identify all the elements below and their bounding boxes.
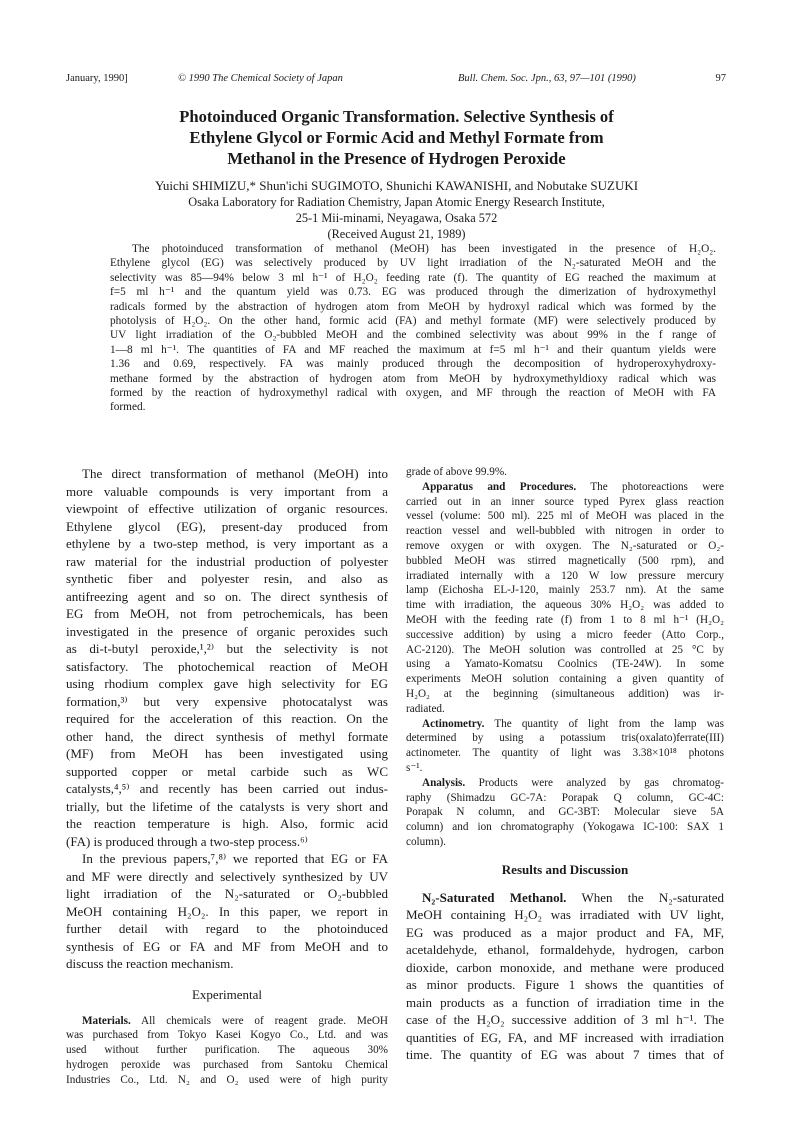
body-line: remove oxygen or with oxygen. The N₂-saturated or O₂- [406,539,724,552]
body-line: bubbled MeOH was stirred magnetically (500 rpm), and [406,554,724,567]
body-text: The quantity of light from the lamp was [494,717,724,730]
body-line: s⁻¹. [406,761,423,774]
materials-paragraph [66,1014,388,1088]
body-line: viewpoint of effective utilization of organic resources. [66,501,388,516]
abstract-line: selectivity was 85—94% below 3 ml h⁻¹ of H₂O₂ feeding rate (f). The quantity of EG reached the maximum at [110,271,716,284]
body-line: Porapak N column, and GC-3BT: Molecular sieve 5A [406,806,724,819]
abstract-line: formed. [110,401,146,414]
body-text: When the N₂-saturated [581,889,724,905]
abstract-line: photolysis of H₂O₂. On the other hand, formic acid (FA) and methyl formate (MF) were selectively produced by [110,315,716,328]
body-line: column). [406,835,447,848]
body-text: Products were analyzed by gas chromatog- [478,776,725,789]
body-line: discuss the reaction mechanism. [66,956,234,971]
body-text: All chemicals were of reagent grade. MeOH [141,1014,388,1027]
body-line: AC-2120). The MeOH solution was controlled at 25 °C by [406,643,724,656]
run-in-heading: Analysis. [422,776,466,789]
body-line: actinometer. The quantity of light was 3.38×10¹⁸ photons [406,747,724,760]
body-line: radiated. [406,702,445,715]
body-line: satisfactory. The photochemical reaction of MeOH [66,658,388,674]
body-line: time with irradiation, the aqueous 30% H₂O₂ was added to [406,599,724,612]
body-line: experiments MeOH solution containing a given quantity of [406,673,724,686]
title-line: Ethylene Glycol or Formic Acid and Methyl Formate from [189,128,604,147]
received-date: (Received August 21, 1989) [327,227,466,241]
body-line: dioxide, carbon monoxide, and methane were produced [406,959,724,975]
body-line: catalysts,⁴,⁵⁾ and recently has been carried out indus- [66,781,388,796]
author-list: Yuichi SHIMIZU,* Shun'ichi SUGIMOTO, Shunichi KAWANISHI, and Nobutake SUZUKI [154,178,639,193]
body-line: H₂O₂ at the beginning (simultaneous addition) was ir- [406,687,724,700]
body-line: quantities of EG, FA, and MF increased with irradiation [406,1029,724,1045]
body-line: irradiated internally with a 120 W low pressure mercury [406,569,724,582]
results-paragraph [406,889,724,1064]
body-line: The direct transformation of methanol (MeOH) into [82,466,388,481]
body-line: (FA) is produced through a two-step process.⁶⁾ [66,833,308,849]
body-line: trially, but the lifetime of the catalysts is very short and [66,798,388,814]
left-column [66,465,388,1087]
run-in-heading: N₂-Saturated Methanol. [422,889,567,905]
body-line: as di-t-butyl peroxide,¹,²⁾ but the selectivity is not [66,641,388,656]
title-line: Photoinduced Organic Transformation. Selective Synthesis of [179,107,614,126]
abstract-line: formed by the reaction of hydroxymethyl radical with oxygen, and MF through the reaction of MeOH with FA [110,387,716,400]
body-line [406,889,724,907]
abstract-line: Ethylene glycol (EG) was selectively produced by UV light irradiation of the N₂-saturated MeOH and the [110,257,716,270]
body-line: antifreezing agent and so on. The direct synthesis of [66,588,388,604]
body-line: using a Yamato-Komatsu Coolnics (TE-24W). In some [406,658,724,671]
body-line: hydrogen peroxide was purchased from Santoku Chemical [66,1058,388,1071]
body-line: MeOH containing H₂O₂. In this paper, we report in [66,903,388,919]
affiliation-line: 25-1 Mii-minami, Neyagawa, Osaka 572 [295,211,498,225]
abstract-line: UV light irradiation of the O₂-bubbled MeOH and the combined selectivity was about 99% in the f range of [110,329,716,342]
run-in-heading: Materials. [82,1014,131,1027]
right-column [406,465,724,1064]
body-line: was purchased from Tokyo Kasei Kogyo Co., Ltd. and was [66,1029,388,1042]
body-line: as minor products. Figure 1 shows the quantities of [406,977,724,993]
abstract-line: The photoinduced transformation of methanol (MeOH) has been investigated in the presence of H₂O₂. [132,243,716,255]
body-line: reaction vessel and well-bubbled with nitrogen in order to [406,525,724,538]
body-line: synthetic fiber and polyester resin, and also as [66,571,388,586]
abstract-line: methane formed by the abstraction of hydrogen atom from MeOH by hydroxymethyldioxy radical which was [110,372,716,385]
body-line: using rhodium complex gave high selectivity for EG [66,676,388,691]
body-line: Ethylene glycol (EG), present-day produced from [66,518,388,534]
body-line: formation,³⁾ but very expensive photocatalyst was [66,693,388,709]
body-line: column) and ion chromatography (Yokogawa IC-100: SAX 1 [406,821,724,834]
body-line: other hand, the direct synthesis of methyl formate [66,728,388,744]
abstract-line: f=5 ml h⁻¹ and the quantum yield was 0.73. EG was produced through the dimerization of hydroxymethyl [110,286,716,299]
body-line [406,717,724,732]
page-number: 97 [715,73,726,84]
body-line: lamp (Eichosha EL-J-120, mainly 253.7 nm). At the same [406,584,724,597]
running-head-date: January, 1990] [66,73,128,84]
abstract-line: radicals formed by the abstraction of hydrogen atom from MeOH by hydroxyl radical which was formed by the [110,300,716,313]
section-heading-experimental: Experimental [191,986,263,1002]
article-title [100,106,693,169]
body-line: further detail with regard to the photoinduced [66,921,388,936]
abstract-line: 1.36 and 0.69, respectively. FA was mainly produced through the decomposition of hydroperoxyhydroxy- [110,358,716,371]
affiliation-line: Osaka Laboratory for Radiation Chemistry, Japan Atomic Energy Research Institute, [188,195,605,209]
body-line [406,480,724,495]
section-heading-results: Results and Discussion [501,861,629,877]
body-line: MeOH containing H₂O₂ was irradiated with UV light, [406,907,724,923]
body-line: acetaldehyde, ethanol, formaldehyde, hydrogen, carbon [406,942,724,958]
body-line: more valuable compounds is very important from a [66,483,388,499]
body-line: main products as a function of irradiation time in the [406,994,724,1010]
body-line: vessel (volume: 500 ml). 225 ml of MeOH was placed in the [406,510,724,523]
body-line: Industries Co., Ltd. N₂ and O₂ used were of high purity [66,1073,388,1086]
body-line: EG from MeOH, not from petrochemicals, has been [66,606,388,621]
body-line: carried out in an inner source typed Pyrex glass reaction [406,495,724,508]
body-line [66,1014,388,1029]
body-line: raphy (Shimadzu GC-7A: Porapak Q column, GC-4C: [406,791,724,804]
running-head-journal: Bull. Chem. Soc. Jpn., 63, 97—101 (1990) [458,73,636,84]
abstract-line: 1—8 ml h⁻¹. The quantities of FA and MF reached the maximum at f=5 ml h⁻¹ and their quantum yields were [110,343,716,356]
running-head [66,72,726,86]
body-line: raw material for the industrial production of polyester [66,553,388,569]
body-line: determined by using a potassium tris(oxalato)ferrate(III) [406,732,724,745]
affiliation [80,194,713,242]
body-line: case of the H₂O₂ successive addition of 3 ml h⁻¹. The [406,1012,724,1028]
run-in-heading: Actinometry. [422,717,485,730]
body-line: grade of above 99.9%. [406,466,507,478]
body-line: ethylene by a two-step method, is very important as a [66,536,388,551]
body-line: the reaction temperature is high. Also, formic acid [66,816,388,831]
introduction [66,465,388,973]
body-line: MeOH with the feeding rate (f) from 1 to 8 ml h⁻¹ (H₂O₂ [406,613,724,626]
body-line: time. The quantity of EG was about 7 times that of [406,1047,724,1063]
body-line: and MF were directly and selectively synthesized by UV [66,868,388,884]
methods-text [406,465,724,850]
body-line: In the previous papers,⁷,⁸⁾ we reported that EG or FA [82,851,388,866]
run-in-heading: Apparatus and Procedures. [422,480,577,493]
body-text: The photoreactions were [590,480,724,493]
body-line [406,776,724,791]
body-line: investigated in the presence of organic peroxides such [66,623,388,639]
body-line: EG was produced as a major product and FA, MF, [406,924,724,940]
abstract [110,242,716,415]
body-line: used without further purification. The aqueous 30% [66,1044,388,1057]
body-line: synthesis of EG or FA and MF from MeOH and to [66,938,388,954]
body-line: (MF) from MeOH has been investigated using [66,746,388,761]
body-line: supported copper or metal carbide such as WC [66,763,388,779]
title-line: Methanol in the Presence of Hydrogen Peroxide [227,149,566,168]
running-head-copyright: © 1990 The Chemical Society of Japan [178,73,343,84]
body-line: light irradiation of the N₂-saturated or O₂-bubbled [66,886,388,901]
body-line: successive addition) by using a micro feeder (Atto Corp., [406,628,724,641]
body-line: required for the acceleration of this reaction. On the [66,711,388,726]
